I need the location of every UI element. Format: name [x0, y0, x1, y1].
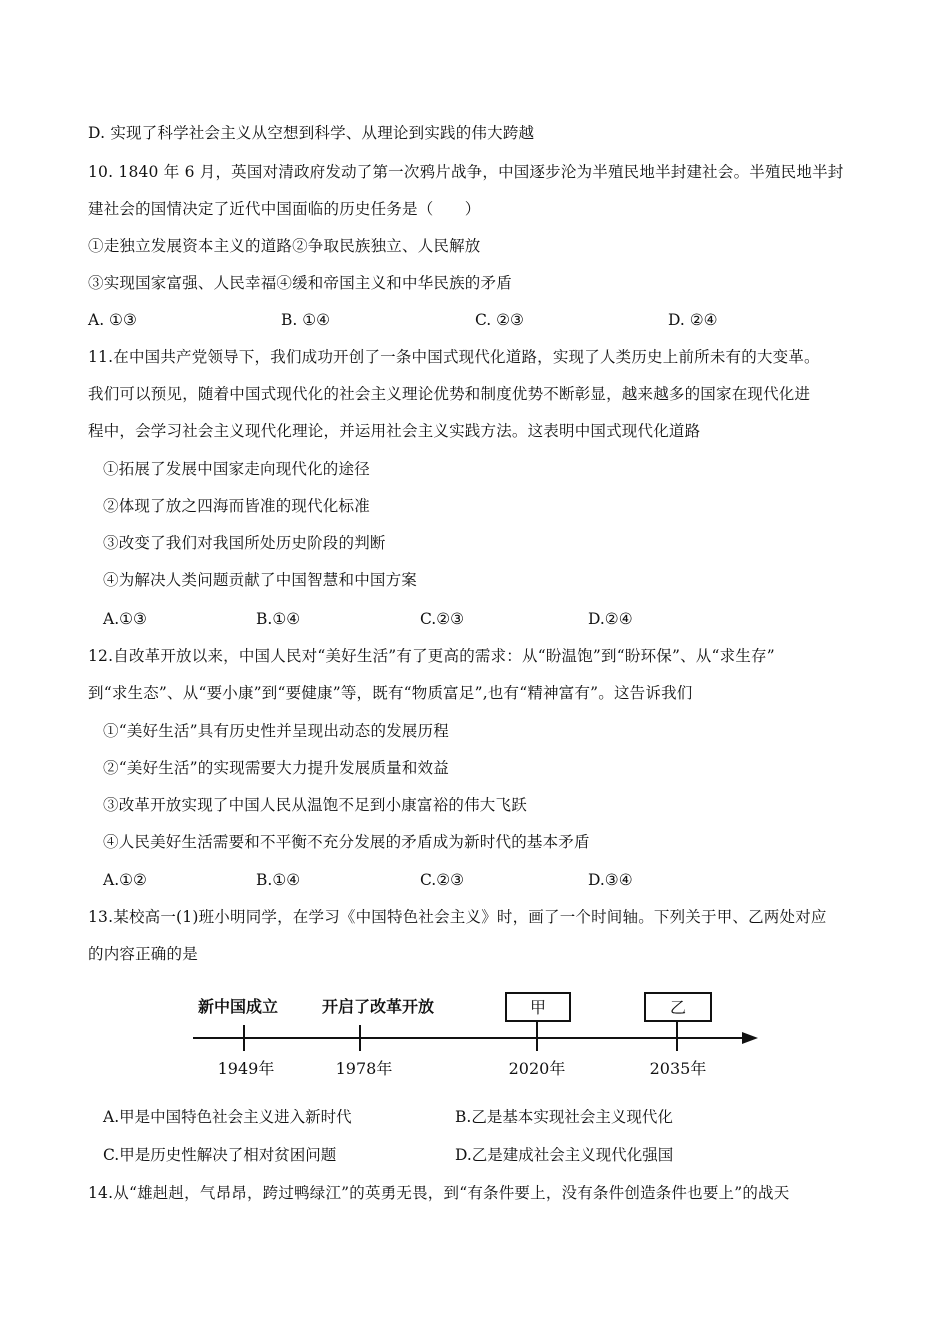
- q12-stem-line-1: 12.自改革开放以来，中国人民对“美好生活”有了更高的需求：从“盼温饱”到“盼环保”、从“求生存”: [88, 647, 775, 665]
- q12-option-c: C.②③: [420, 871, 465, 889]
- q11-item-4: ④为解决人类问题贡献了中国智慧和中国方案: [103, 571, 418, 589]
- q11-stem-line-2: 我们可以预见，随着中国式现代化的社会主义理论优势和制度优势不断彰显，越来越多的国家在现代化进: [88, 385, 811, 403]
- q10-option-d: D. ②④: [668, 311, 718, 329]
- timeline-figure: [0, 985, 950, 1095]
- q11-option-c: C.②③: [420, 610, 465, 628]
- q11-stem-line-3: 程中，会学习社会主义现代化理论，并运用社会主义实践方法。这表明中国式现代化道路: [88, 422, 701, 440]
- q10-option-c: C. ②③: [475, 311, 524, 329]
- q11-stem-line-1: 11.在中国共产党领导下，我们成功开创了一条中国式现代化道路，实现了人类历史上前所未有的大变革。: [88, 348, 820, 366]
- q10-stem-line-1: 10. 1840 年 6 月，英国对清政府发动了第一次鸦片战争，中国逐步沦为半殖民地半封建社会。半殖民地半封: [88, 163, 844, 181]
- event-label-1949: 新中国成立: [197, 997, 279, 1016]
- q12-item-4: ④人民美好生活需要和不平衡不充分发展的矛盾成为新时代的基本矛盾: [103, 833, 590, 851]
- q11-option-d: D.②④: [588, 610, 633, 628]
- q12-option-b: B.①④: [256, 871, 301, 889]
- timeline-arrowhead: [742, 1032, 758, 1044]
- year-1949: 1949年: [217, 1059, 275, 1078]
- q11-option-a: A.①③: [103, 610, 147, 628]
- q14-stem-line-1: 14.从“雄赳赳，气昂昂，跨过鸭绿江”的英勇无畏，到“有条件要上，没有条件创造条件也要上”的战天: [88, 1184, 790, 1202]
- q12-stem-line-2: 到“求生态”、从“要小康”到“要健康”等，既有“物质富足”,也有“精神富有”。这告诉我们: [88, 684, 693, 702]
- year-2020: 2020年: [508, 1059, 566, 1078]
- q12-item-3: ③改革开放实现了中国人民从温饱不足到小康富裕的伟大飞跃: [103, 796, 527, 814]
- q10-items-line-2: ③实现国家富强、人民幸福④缓和帝国主义和中华民族的矛盾: [88, 274, 512, 292]
- q13-option-d: D.乙是建成社会主义现代化强国: [455, 1146, 674, 1164]
- q13-option-a: A.甲是中国特色社会主义进入新时代: [103, 1108, 352, 1126]
- q11-item-2: ②体现了放之四海而皆准的现代化标准: [103, 497, 370, 515]
- q13-stem-line-1: 13.某校高一(1)班小明同学，在学习《中国特色社会主义》时，画了一个时间轴。下列关于甲、乙两处对应: [88, 908, 827, 926]
- q10-stem-line-2: 建社会的国情决定了近代中国面临的历史任务是（ ）: [88, 200, 481, 218]
- q13-option-c: C.甲是历史性解决了相对贫困问题: [103, 1146, 337, 1164]
- q11-item-3: ③改变了我们对我国所处历史阶段的判断: [103, 534, 386, 552]
- q13-option-b: B.乙是基本实现社会主义现代化: [455, 1108, 673, 1126]
- year-2035: 2035年: [649, 1059, 707, 1078]
- q10-items-line-1: ①走独立发展资本主义的道路②争取民族独立、人民解放: [88, 237, 481, 255]
- year-1978: 1978年: [335, 1059, 393, 1078]
- q12-item-1: ①“美好生活”具有历史性并呈现出动态的发展历程: [103, 722, 449, 740]
- q9-option-d: D. 实现了科学社会主义从空想到科学、从理论到实践的伟大跨越: [88, 124, 535, 142]
- q11-option-b: B.①④: [256, 610, 301, 628]
- q13-stem-line-2: 的内容正确的是: [88, 945, 198, 963]
- event-label-1978: 开启了改革开放: [321, 997, 435, 1016]
- q12-option-d: D.③④: [588, 871, 633, 889]
- event-label-yi: 乙: [669, 998, 687, 1017]
- q11-item-1: ①拓展了发展中国家走向现代化的途径: [103, 460, 370, 478]
- q10-option-a: A. ①③: [88, 311, 137, 329]
- q10-option-b: B. ①④: [281, 311, 331, 329]
- q12-option-a: A.①②: [103, 871, 147, 889]
- q12-item-2: ②“美好生活”的实现需要大力提升发展质量和效益: [103, 759, 449, 777]
- event-label-jia: 甲: [529, 998, 547, 1017]
